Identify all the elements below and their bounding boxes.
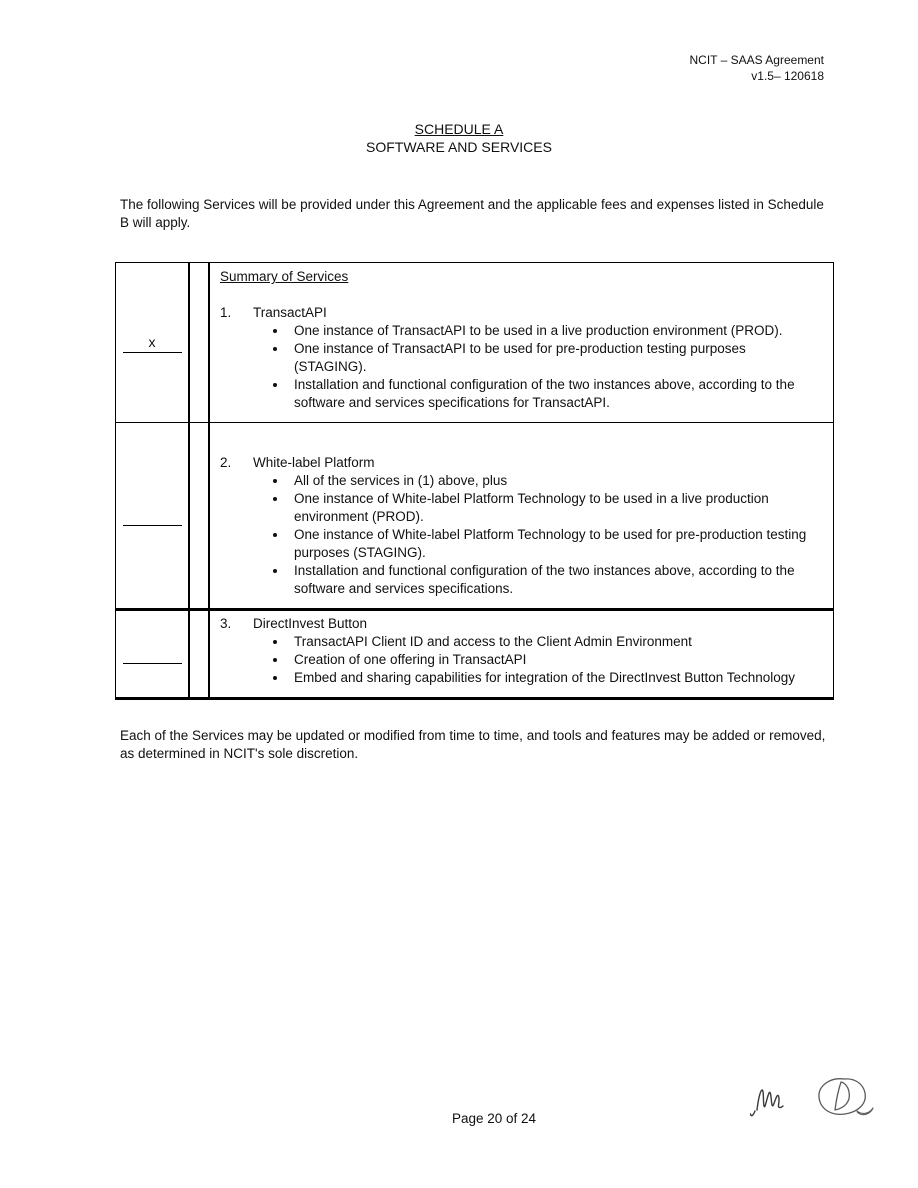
service-bullet: • Installation and functional configuration of the two instances above, according to the software and services specifications.: [288, 562, 809, 598]
intro-paragraph: The following Services will be provided under this Agreement and the applicable fees and expenses listed in Schedule B will apply.: [120, 197, 824, 230]
selection-mark-cell: [116, 423, 190, 608]
table-row-white-label: [116, 422, 833, 608]
service-item-name: DirectInvest Button: [253, 616, 368, 631]
service-item-number: 1.: [220, 305, 232, 320]
service-bullet-list: [220, 322, 809, 412]
service-bullet: • TransactAPI Client ID and access to the Client Admin Environment: [288, 633, 809, 651]
service-description-cell: [210, 611, 833, 697]
service-bullet: • Embed and sharing capabilities for integration of the DirectInvest Button Technology: [288, 669, 809, 687]
service-item-number: 2.: [220, 455, 232, 470]
service-bullet-list: [220, 472, 809, 598]
selection-mark-cell: [116, 611, 190, 697]
table-row-transactapi: [116, 263, 833, 422]
schedule-title-line1: SCHEDULE A: [414, 121, 504, 137]
service-description-cell: [210, 423, 833, 608]
selection-line: [123, 644, 182, 664]
service-bullet: • All of the services in (1) above, plus: [288, 472, 809, 490]
service-item-title: [220, 615, 809, 633]
selection-mark-cell: [116, 263, 190, 422]
service-item-title: [220, 304, 809, 322]
service-bullet: • One instance of TransactAPI to be used in a live production environment (PROD).: [288, 322, 809, 340]
selection-mark: [123, 506, 182, 525]
table-row-directinvest: [116, 608, 833, 697]
services-table: [115, 262, 834, 700]
service-bullet: • One instance of White-label Platform Technology to be used for pre-production testing purposes (STAGING).: [288, 526, 809, 562]
service-item-name: White-label Platform: [253, 455, 375, 470]
schedule-title-line2: SOFTWARE AND SERVICES: [366, 139, 552, 155]
selection-line: [123, 506, 182, 526]
service-bullet: • One instance of White-label Platform Technology to be used in a live production environment (PROD).: [288, 490, 809, 526]
selection-line: [123, 333, 182, 353]
service-bullet: • Creation of one offering in TransactAPI: [288, 651, 809, 669]
service-description-cell: [210, 263, 833, 422]
service-item-title: [220, 454, 809, 472]
header-version: v1.5– 120618: [751, 68, 824, 83]
service-bullet: • One instance of TransactAPI to be used for pre-production testing purposes (STAGING).: [288, 340, 809, 376]
table-heading: Summary of Services: [220, 269, 349, 284]
spacer-cell: [190, 263, 210, 422]
document-header: [689, 53, 824, 84]
selection-mark: x: [148, 333, 156, 350]
service-item-number: 3.: [220, 616, 232, 631]
header-agreement-name: NCIT – SAAS Agreement: [689, 53, 824, 67]
selection-mark: [123, 644, 182, 663]
service-item-name: TransactAPI: [253, 305, 327, 320]
schedule-title: [0, 120, 918, 156]
spacer-cell: [190, 423, 210, 608]
service-bullet: • Installation and functional configuration of the two instances above, according to the software and services specifications for TransactAPI.: [288, 376, 809, 412]
page-number: Page 20 of 24: [451, 1111, 537, 1126]
spacer-cell: [190, 611, 210, 697]
closing-paragraph: Each of the Services may be updated or modified from time to time, and tools and features may be added or removed, as determined in NCIT's sole discretion.: [120, 728, 826, 761]
service-bullet-list: [220, 633, 809, 687]
